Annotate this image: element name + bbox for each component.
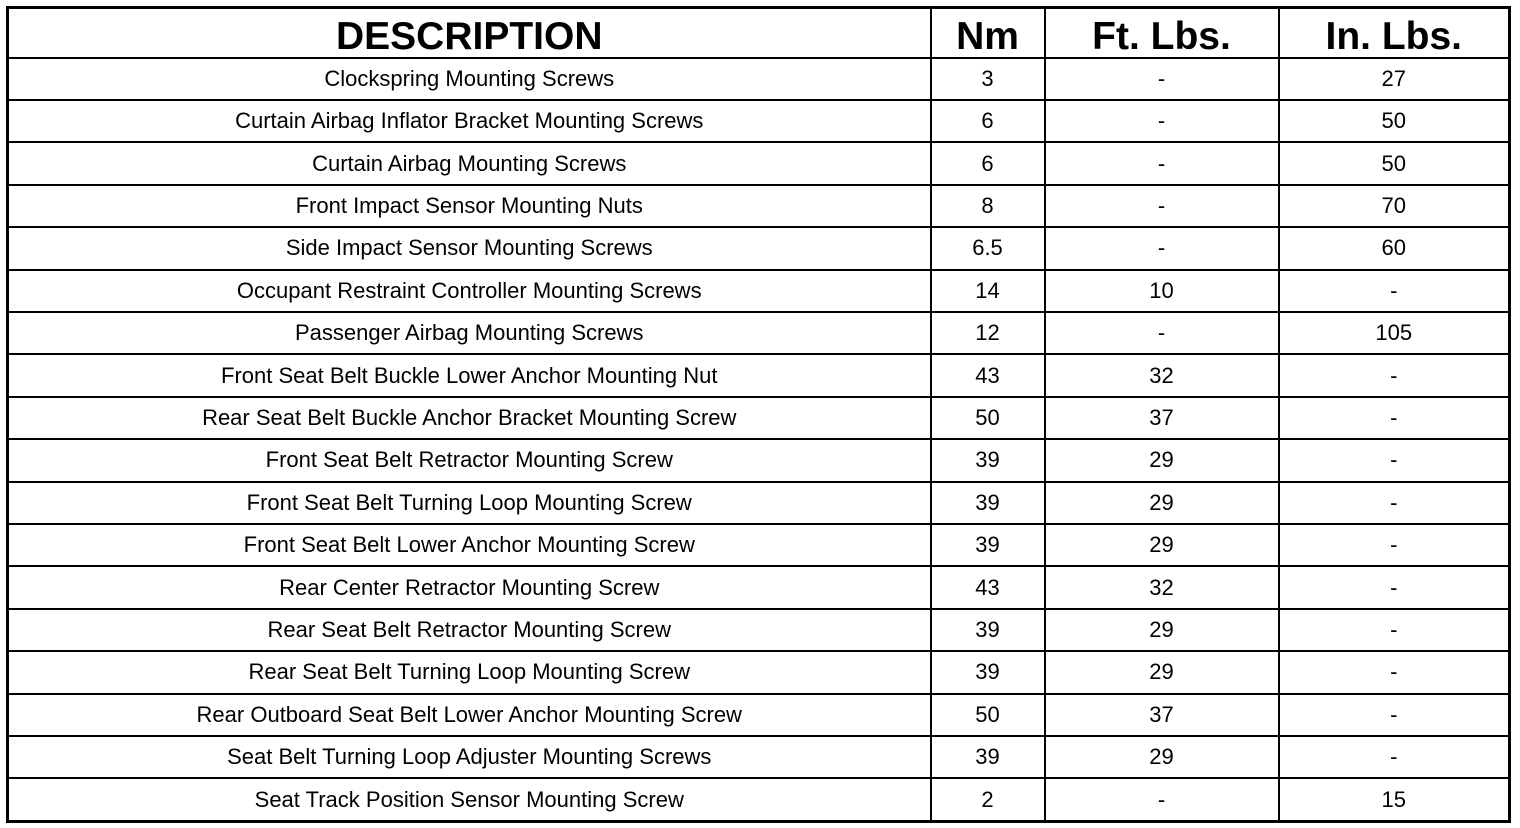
table-row xyxy=(8,439,1510,481)
cell-description: Front Seat Belt Buckle Lower Anchor Mounting Nut xyxy=(8,354,931,396)
cell-in-lbs: - xyxy=(1279,609,1510,651)
cell-in-lbs: - xyxy=(1279,439,1510,481)
cell-description: Occupant Restraint Controller Mounting Screws xyxy=(8,270,931,312)
table-row xyxy=(8,185,1510,227)
cell-in-lbs: - xyxy=(1279,354,1510,396)
cell-nm: 39 xyxy=(931,524,1045,566)
cell-ft-lbs: 37 xyxy=(1045,397,1279,439)
table-row xyxy=(8,227,1510,269)
cell-in-lbs: - xyxy=(1279,736,1510,778)
cell-ft-lbs: 29 xyxy=(1045,609,1279,651)
cell-ft-lbs: 37 xyxy=(1045,694,1279,736)
cell-in-lbs: - xyxy=(1279,566,1510,608)
cell-ft-lbs: 32 xyxy=(1045,354,1279,396)
cell-ft-lbs: 29 xyxy=(1045,482,1279,524)
cell-nm: 2 xyxy=(931,778,1045,821)
cell-ft-lbs: - xyxy=(1045,58,1279,100)
cell-in-lbs: 15 xyxy=(1279,778,1510,821)
table-row xyxy=(8,142,1510,184)
cell-in-lbs: 70 xyxy=(1279,185,1510,227)
cell-nm: 6 xyxy=(931,142,1045,184)
cell-nm: 6.5 xyxy=(931,227,1045,269)
table-row xyxy=(8,736,1510,778)
cell-in-lbs: 27 xyxy=(1279,58,1510,100)
cell-description: Front Seat Belt Turning Loop Mounting Screw xyxy=(8,482,931,524)
cell-description: Seat Belt Turning Loop Adjuster Mounting Screws xyxy=(8,736,931,778)
cell-in-lbs: - xyxy=(1279,397,1510,439)
table-row xyxy=(8,354,1510,396)
cell-description: Seat Track Position Sensor Mounting Screw xyxy=(8,778,931,821)
cell-nm: 50 xyxy=(931,397,1045,439)
table-row xyxy=(8,524,1510,566)
table-row xyxy=(8,397,1510,439)
cell-ft-lbs: - xyxy=(1045,185,1279,227)
cell-ft-lbs: 10 xyxy=(1045,270,1279,312)
cell-ft-lbs: 32 xyxy=(1045,566,1279,608)
table-row xyxy=(8,566,1510,608)
cell-description: Rear Outboard Seat Belt Lower Anchor Mounting Screw xyxy=(8,694,931,736)
cell-description: Passenger Airbag Mounting Screws xyxy=(8,312,931,354)
table-row xyxy=(8,609,1510,651)
cell-description: Side Impact Sensor Mounting Screws xyxy=(8,227,931,269)
cell-nm: 50 xyxy=(931,694,1045,736)
cell-in-lbs: 105 xyxy=(1279,312,1510,354)
cell-description: Rear Seat Belt Turning Loop Mounting Screw xyxy=(8,651,931,693)
cell-in-lbs: 60 xyxy=(1279,227,1510,269)
cell-ft-lbs: - xyxy=(1045,100,1279,142)
table-row xyxy=(8,651,1510,693)
header-in-lbs: In. Lbs. xyxy=(1279,8,1510,58)
cell-in-lbs: - xyxy=(1279,270,1510,312)
cell-ft-lbs: - xyxy=(1045,227,1279,269)
cell-in-lbs: - xyxy=(1279,694,1510,736)
cell-nm: 8 xyxy=(931,185,1045,227)
cell-description: Front Seat Belt Lower Anchor Mounting Screw xyxy=(8,524,931,566)
header-ft-lbs: Ft. Lbs. xyxy=(1045,8,1279,58)
cell-ft-lbs: - xyxy=(1045,778,1279,821)
table-row xyxy=(8,312,1510,354)
cell-in-lbs: - xyxy=(1279,651,1510,693)
header-description: DESCRIPTION xyxy=(8,8,931,58)
table-row xyxy=(8,58,1510,100)
cell-ft-lbs: 29 xyxy=(1045,651,1279,693)
cell-in-lbs: 50 xyxy=(1279,142,1510,184)
cell-ft-lbs: - xyxy=(1045,142,1279,184)
cell-ft-lbs: 29 xyxy=(1045,736,1279,778)
cell-nm: 39 xyxy=(931,651,1045,693)
cell-nm: 39 xyxy=(931,736,1045,778)
cell-description: Rear Center Retractor Mounting Screw xyxy=(8,566,931,608)
table-row xyxy=(8,482,1510,524)
cell-description: Rear Seat Belt Buckle Anchor Bracket Mounting Screw xyxy=(8,397,931,439)
cell-nm: 6 xyxy=(931,100,1045,142)
cell-description: Curtain Airbag Mounting Screws xyxy=(8,142,931,184)
table-row xyxy=(8,270,1510,312)
cell-nm: 39 xyxy=(931,439,1045,481)
header-nm: Nm xyxy=(931,8,1045,58)
header-row xyxy=(8,8,1510,58)
cell-description: Clockspring Mounting Screws xyxy=(8,58,931,100)
cell-nm: 14 xyxy=(931,270,1045,312)
cell-description: Front Seat Belt Retractor Mounting Screw xyxy=(8,439,931,481)
cell-ft-lbs: - xyxy=(1045,312,1279,354)
cell-nm: 43 xyxy=(931,354,1045,396)
cell-description: Rear Seat Belt Retractor Mounting Screw xyxy=(8,609,931,651)
cell-ft-lbs: 29 xyxy=(1045,524,1279,566)
cell-nm: 3 xyxy=(931,58,1045,100)
table-row xyxy=(8,694,1510,736)
cell-description: Curtain Airbag Inflator Bracket Mounting Screws xyxy=(8,100,931,142)
cell-in-lbs: - xyxy=(1279,524,1510,566)
table-row xyxy=(8,100,1510,142)
cell-in-lbs: - xyxy=(1279,482,1510,524)
cell-in-lbs: 50 xyxy=(1279,100,1510,142)
torque-spec-table xyxy=(6,6,1511,823)
cell-ft-lbs: 29 xyxy=(1045,439,1279,481)
table-row xyxy=(8,778,1510,821)
cell-nm: 39 xyxy=(931,609,1045,651)
cell-description: Front Impact Sensor Mounting Nuts xyxy=(8,185,931,227)
cell-nm: 12 xyxy=(931,312,1045,354)
cell-nm: 39 xyxy=(931,482,1045,524)
cell-nm: 43 xyxy=(931,566,1045,608)
